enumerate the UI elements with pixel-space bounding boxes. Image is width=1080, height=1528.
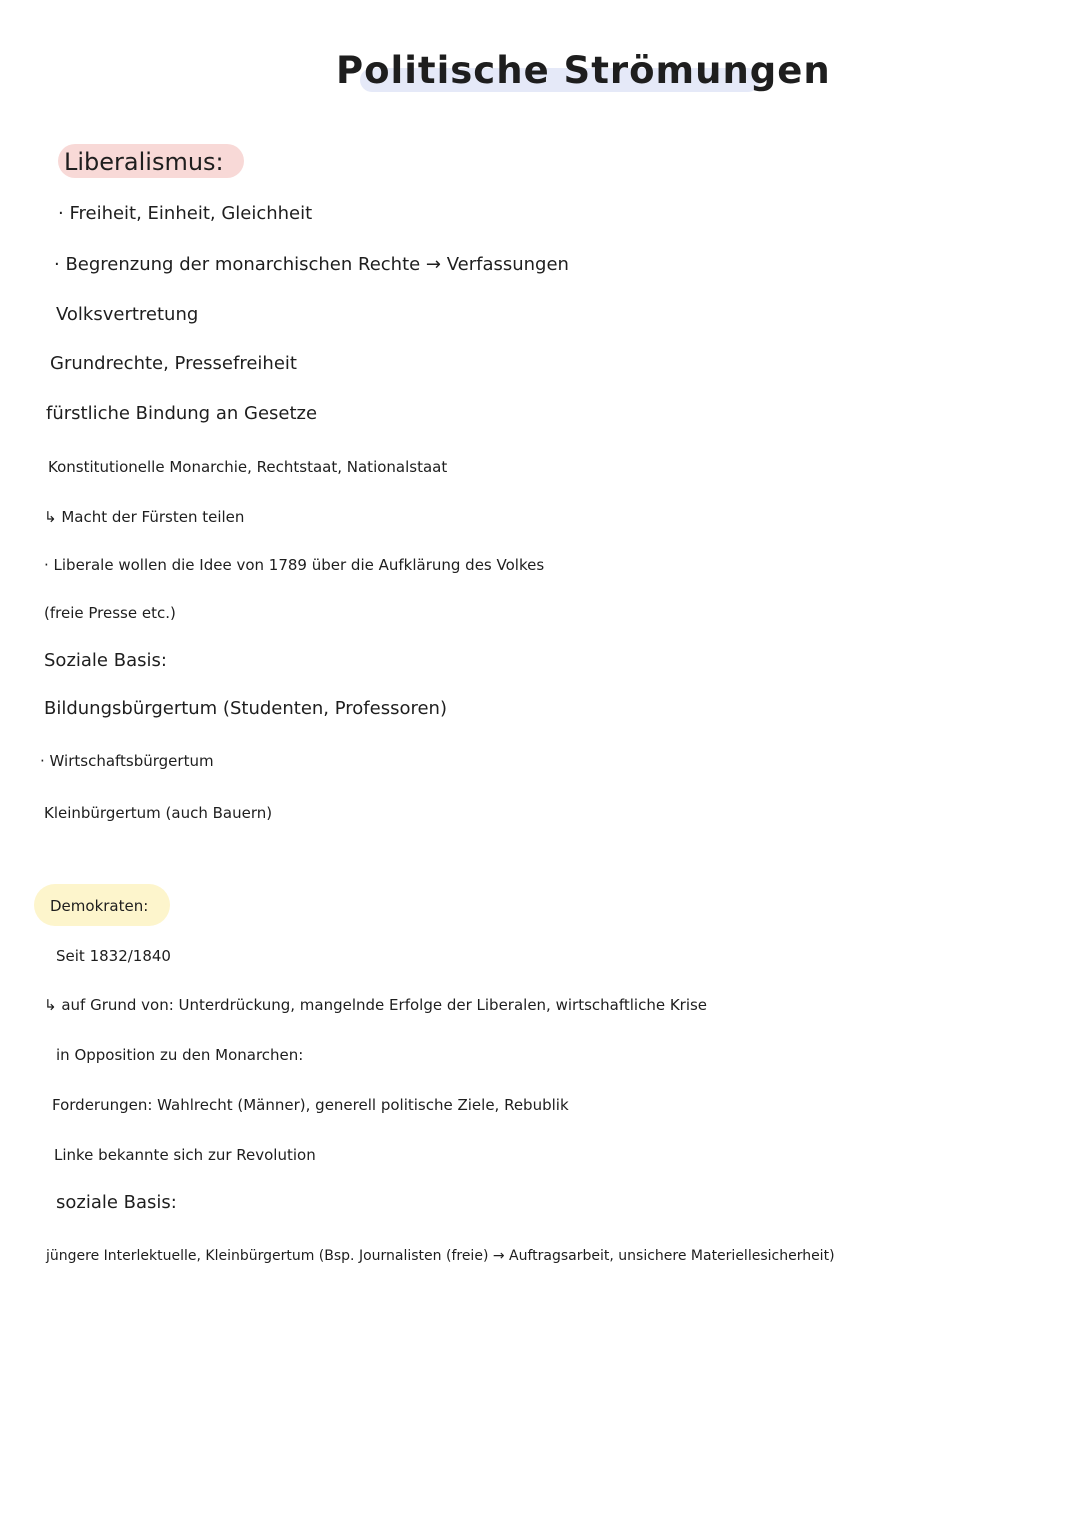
note-line: Volksvertretung: [56, 304, 199, 325]
note-line: Konstitutionelle Monarchie, Rechtstaat, Nationalstaat: [48, 458, 448, 476]
note-line: · Begrenzung der monarchischen Rechte → Verfassungen: [54, 254, 569, 275]
note-line: ↳ Macht der Fürsten teilen: [44, 508, 245, 526]
note-line: Linke bekannte sich zur Revolution: [54, 1146, 316, 1164]
note-line: · Liberale wollen die Idee von 1789 über die Aufklärung des Volkes: [44, 556, 545, 574]
note-line: Kleinbürgertum (auch Bauern): [44, 804, 273, 822]
note-line: · Freiheit, Einheit, Gleichheit: [58, 203, 313, 224]
note-line: fürstliche Bindung an Gesetze: [46, 403, 318, 424]
note-line: Seit 1832/1840: [56, 947, 171, 965]
note-line: soziale Basis:: [56, 1192, 177, 1213]
note-line: Bildungsbürgertum (Studenten, Professoren): [44, 698, 447, 719]
note-line: (freie Presse etc.): [44, 604, 176, 622]
demokraten-heading: Demokraten:: [50, 897, 149, 915]
note-line: Grundrechte, Pressefreiheit: [50, 353, 297, 374]
liberalismus-heading: Liberalismus:: [64, 148, 224, 176]
note-line: Forderungen: Wahlrecht (Männer), generell politische Ziele, Rebublik: [52, 1096, 569, 1114]
page-title: Politische Strömungen: [336, 49, 831, 92]
note-line: in Opposition zu den Monarchen:: [56, 1046, 304, 1064]
note-line: Soziale Basis:: [44, 650, 167, 671]
note-line: jüngere Interlektuelle, Kleinbürgertum (Bsp. Journalisten (freie) → Auftragsarbeit, unsichere Materiellesicherheit): [46, 1248, 835, 1264]
note-line: · Wirtschaftsbürgertum: [40, 752, 214, 770]
note-line: ↳ auf Grund von: Unterdrückung, mangelnde Erfolge der Liberalen, wirtschaftliche Krise: [44, 996, 708, 1014]
